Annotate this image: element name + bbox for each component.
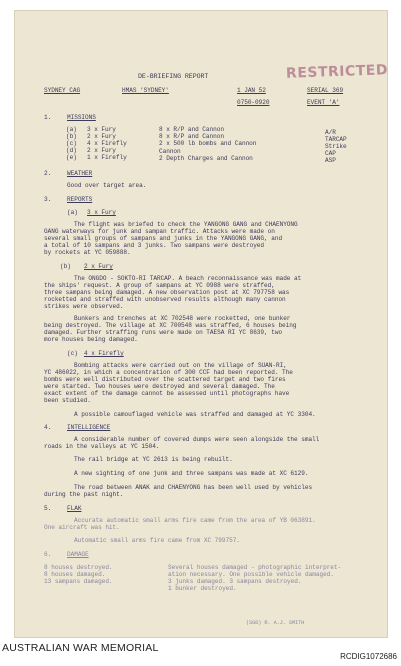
intelligence-line: roads in the valleys at YC 1504. <box>44 443 160 450</box>
mission-task: TARCAP <box>325 136 347 143</box>
report-b-label: (b) <box>60 263 71 270</box>
debriefing-report <box>14 10 388 638</box>
weather-text: Good over target area. <box>67 182 147 189</box>
mission-task: ASP <box>325 157 336 164</box>
report-a-line: by rockets at YC 059888. <box>44 249 131 256</box>
report-b-line: The ONGDO - SOKTO-RI TARCAP. A beach reconnaissance was made at <box>74 275 302 282</box>
header-time: 0750-0920 <box>237 99 270 106</box>
damage-left-line: 8 houses destroyed. <box>44 564 113 571</box>
mission-aircraft: 2 x Fury <box>87 147 116 154</box>
archive-credit: AUSTRALIAN WAR MEMORIAL <box>2 642 159 654</box>
report-a-line: a total of 10 sampans and 3 junks. Two sampans were destroyed <box>44 242 265 249</box>
intelligence-heading: INTELLIGENCE <box>67 424 111 431</box>
mission-task: Strike <box>325 143 347 150</box>
report-c-line: YC 486022, in which a concentration of 300 CCF had been reported. The <box>44 369 293 376</box>
missions-heading: MISSIONS <box>67 114 96 121</box>
damage-left-line: 13 sampans damaged. <box>44 578 113 585</box>
weather-number: 2. <box>44 170 52 177</box>
mission-armament: 2 x 500 lb bombs and Cannon <box>159 140 257 147</box>
intelligence-line: during the past night. <box>44 491 124 498</box>
report-b-line: rocketted and straffed with unobserved results although many cannon <box>44 296 286 303</box>
report-c-line: were started. Two houses were destroyed and several damaged. The <box>44 383 275 390</box>
report-c-title: 4 x Firefly <box>84 350 124 357</box>
record-id: RCDIG1072686 <box>340 652 397 661</box>
report-title: DE-BRIEFING REPORT <box>138 73 209 80</box>
report-b-line: Bunkers and trenches at XC 702548 were rocketted, one bunker <box>74 315 291 322</box>
report-a-line: GANG waterways for junk and sampan traffic. Attacks were made on <box>44 228 275 235</box>
damage-right-line: 1 bunker destroyed. <box>168 585 237 592</box>
flak-line: Automatic small arms fire came from XC 799757. <box>74 537 240 544</box>
mission-aircraft: 4 x Firefly <box>87 140 127 147</box>
flak-line: Accurate automatic small arms fire came from the area of YB 063891. <box>74 517 316 524</box>
missions-number: 1. <box>44 114 52 121</box>
report-a-line: The flight was briefed to check the YANGONG GANG and CHAENYONG <box>74 221 298 228</box>
report-a-title: 3 x Fury <box>87 209 116 216</box>
damage-heading: DAMAGE <box>67 551 89 558</box>
report-b-line: the ships' request. A group of sampans at YC 0988 were straffed, <box>44 282 275 289</box>
damage-right-line: ation necessary. One possible vehicle damaged. <box>168 571 334 578</box>
intelligence-line: The road between ANAK and CHAENYONG has been well used by vehicles <box>74 484 313 491</box>
damage-left-line: 8 houses damaged. <box>44 571 106 578</box>
header-event: EVENT 'A' <box>307 99 340 106</box>
damage-right-line: Several houses damaged - photographic interpret- <box>168 564 342 571</box>
mission-letter: (c) <box>66 140 77 147</box>
mission-aircraft: 2 x Fury <box>87 133 116 140</box>
mission-letter: (b) <box>66 133 77 140</box>
intelligence-line: The rail bridge at YC 2613 is being rebuilt. <box>74 456 233 463</box>
damage-right-line: 3 junks damaged. 3 sampans destroyed. <box>168 578 302 585</box>
header-ship: HMAS 'SYDNEY' <box>122 87 169 94</box>
report-b-line: more houses being damaged. <box>44 336 138 343</box>
header-date: 1 JAN 52 <box>237 87 266 94</box>
report-b-line: three sampans being damaged. A new observation post at XC 797758 was <box>44 289 290 296</box>
report-c-line: Bombing attacks were carried out on the village of SUAN-RI, <box>74 362 287 369</box>
header-serial: SERIAL 369 <box>307 87 344 94</box>
weather-heading: WEATHER <box>67 170 93 177</box>
report-b-line: damaged. Further straffing runs were made on TAESA RI YC 8639, two <box>44 329 283 336</box>
flak-line: One aircraft was hit. <box>44 524 120 531</box>
document-page <box>14 10 388 638</box>
mission-letter: (d) <box>66 147 77 154</box>
mission-armament: 2 Depth Charges and Cannon <box>159 155 253 162</box>
reports-heading: REPORTS <box>67 196 93 203</box>
mission-task: CAP <box>325 150 336 157</box>
mission-letter: (e) <box>66 154 77 161</box>
report-c-line: bombs were well distributed over the scattered target and two fires <box>44 376 286 383</box>
mission-task: A/R <box>325 129 336 136</box>
intelligence-line: A new sighting of one junk and three sampans was made at XC 6129. <box>74 470 309 477</box>
mission-armament: 8 x R/P and Cannon <box>159 133 224 140</box>
mission-armament: Cannon <box>159 148 181 155</box>
report-b-title: 2 x Fury <box>84 263 113 270</box>
report-c-line: been studied. <box>44 397 91 404</box>
header-left: SYDNEY CAG <box>44 87 81 94</box>
mission-letter: (a) <box>66 126 77 133</box>
mission-aircraft: 1 x Firefly <box>87 154 127 161</box>
bottom-signature-note: (SGD) R. A.J. SMITH <box>246 620 305 626</box>
report-a-line: several small groups of sampans and junks in the YANGONG GANG, and <box>44 235 283 242</box>
report-c-line: exact extent of the damage cannot be assessed until photographs have <box>44 390 290 397</box>
report-b-line: being destroyed. The village at XC 700548 was straffed, 6 houses being <box>44 322 297 329</box>
restricted-stamp: RESTRICTED <box>285 62 388 82</box>
report-c-line: A possible camouflaged vehicle was straffed and damaged at YC 3304. <box>74 411 316 418</box>
report-c-label: (c) <box>67 350 78 357</box>
flak-number: 5. <box>44 505 52 512</box>
mission-armament: 8 x R/P and Cannon <box>159 126 224 133</box>
damage-number: 6. <box>44 551 52 558</box>
mission-aircraft: 3 x Fury <box>87 126 116 133</box>
intelligence-number: 4. <box>44 424 52 431</box>
reports-number: 3. <box>44 196 52 203</box>
report-b-line: strikes were observed. <box>44 303 124 310</box>
report-a-label: (a) <box>67 209 78 216</box>
intelligence-line: A considerable number of covered dumps were seen alongside the small <box>74 436 320 443</box>
flak-heading: FLAK <box>67 505 82 512</box>
